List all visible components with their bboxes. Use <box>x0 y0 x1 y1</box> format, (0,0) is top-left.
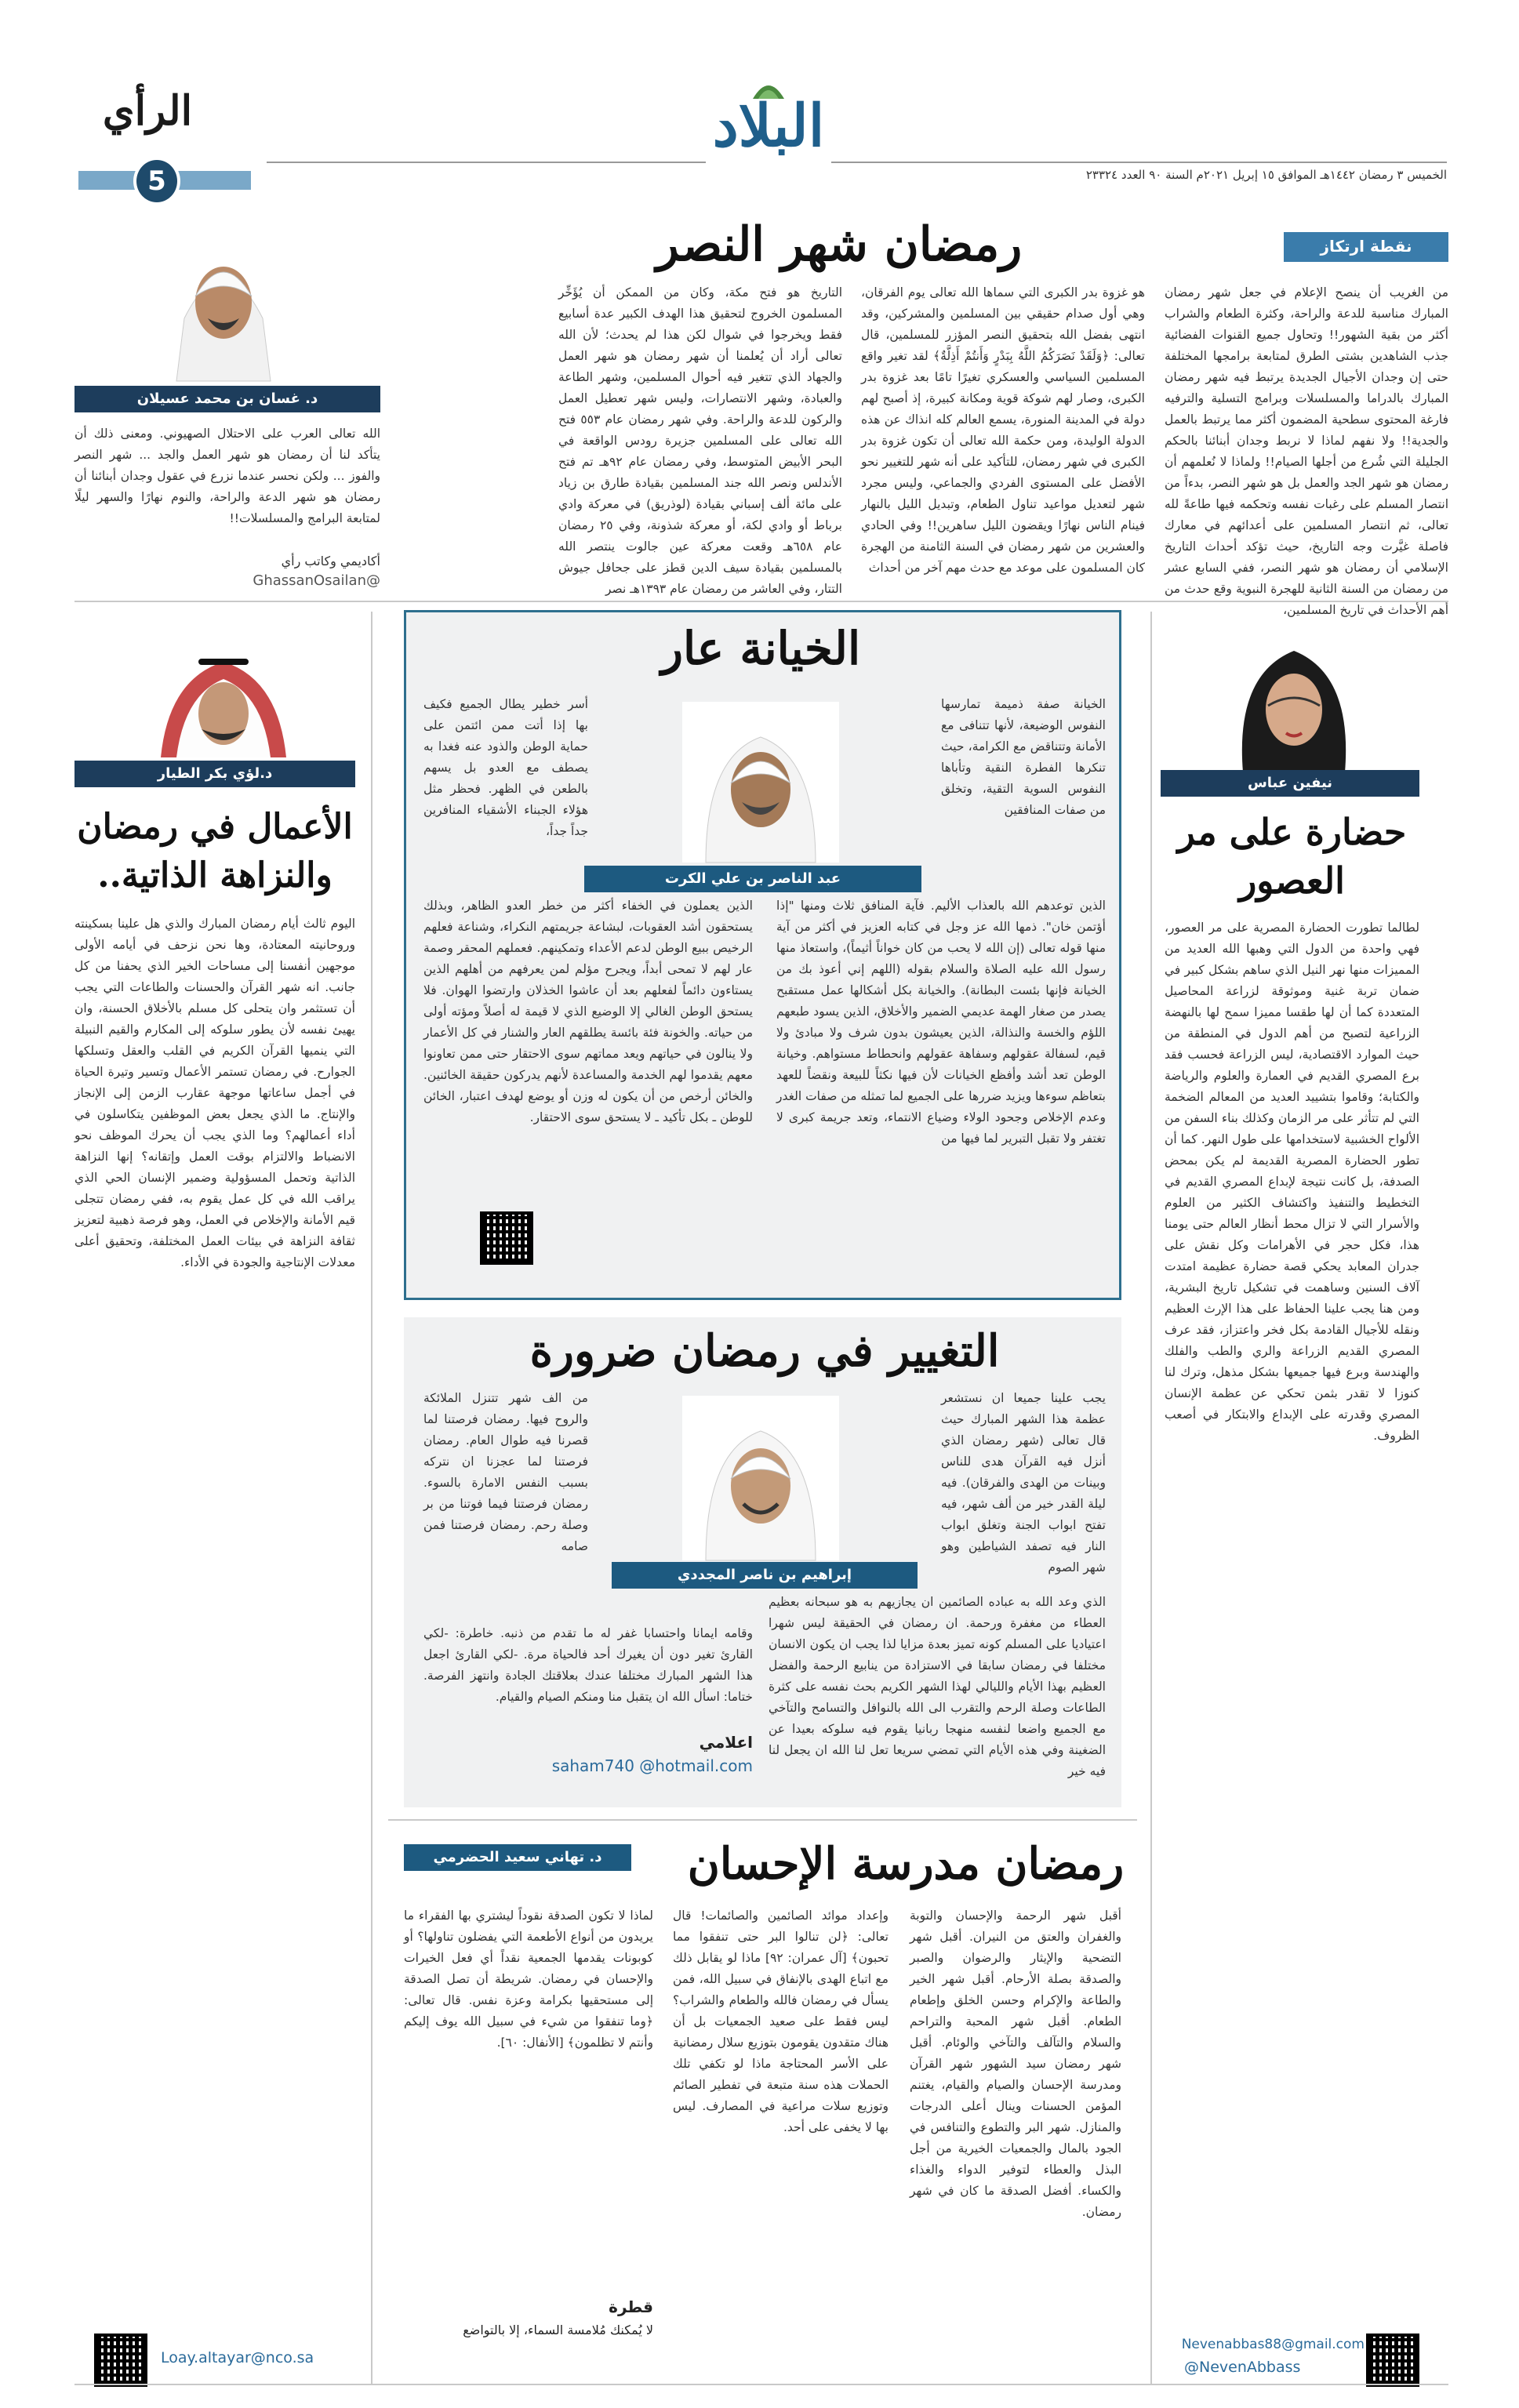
author-photo <box>682 1396 839 1560</box>
author-photo <box>153 224 294 381</box>
author-name: عبد الناصر بن علي الكرت <box>584 866 921 892</box>
article-title: التغيير في رمضان ضرورة <box>529 1325 1000 1377</box>
page-number-badge <box>133 157 180 205</box>
author-title: أكاديمي وكاتب رأي <box>281 554 380 568</box>
vertical-divider <box>1150 612 1152 2384</box>
article-column: التاريخ هو فتح مكة، وكان من الممكن أن يُؤَخِّر المسلمون الخروج لتحقيق هذا الهدف الكبير عدة أسابيع فقط ويخرجوا في شوال لكن هذا لم يحدث؛ لأن الله تعالى أراد أن يُعلمنا أن شهر رمضان هو شهر العمل والجهاد الذي تتغير فيه أحوال المسلمين، وشهر الطاعة والعبادة، وشهر الانتصارات، وليس شهر تعطيل العمل والركون للدعة والراحة. وفي شهر رمضان عام ٥٥٣ فتح الله تعالى على المسلمين جزيرة رودس الواقعة في البحر الأبيض المتوسط، وفي رمضان عام ٩٢هـ تم فتح الأندلس ونصر الله جند المسلمين بقيادة طارق بن زياد على مائة ألف إسباني بقيادة (لوذريق) في معركة وادي برباط أو وادي لكة، أو معركة شذونة، وفي ٢٥ رمضان عام ٦٥٨هـ وقعت معركة عين جالوت ينتصر الله بالمسلمين بقيادة سيف الدين قطز على جحافل جيوش التتار، وفي العاشر من رمضان عام ١٣٩٣هـ نصر <box>558 285 842 596</box>
article-title: الخيانة عار <box>660 622 861 675</box>
horizontal-divider <box>388 1819 1137 1821</box>
article-column: يجب علينا جميعا ان نستشعر عظمة هذا الشهر المبارك حيث قال تعالى (شهر رمضان الذي أنزل فيه القرآن هدى للناس وبينات من الهدى والفرقان). فيه ليلة القدر خير من ألف شهر، فيه تفتح ابواب الجنة وتغلق ابواب النار فيه تصفد الشياطين وهو شهر الصوم <box>941 1391 1106 1574</box>
author-email[interactable]: Nevenabbas88@gmail.com <box>1181 2337 1365 2352</box>
column-tag: نقطة ارتكاز <box>1284 232 1448 262</box>
author-name: د. غسان بن محمد عسيلان <box>74 386 380 412</box>
author-name: إبراهيم بن ناصر المجددي <box>612 1562 918 1589</box>
quote-text: لا يُمكنك مُلامسة السماء، إلا بالتواضع <box>463 2323 653 2337</box>
author-name: د.لؤي بكر الطيار <box>74 761 355 787</box>
author-name: نيفين عباس <box>1161 770 1419 797</box>
article-column: هو غزوة بدر الكبرى التي سماها الله تعالى يوم الفرقان، وهي أول صدام حقيقي بين المسلمين والمشركين، وقد انتهى بفضل الله بتحقيق النصر المؤزر للمسلمين، قال تعالى: ﴿وَلَقَدْ نَصَرَكُمُ اللَّهُ بِبَدْرٍ وَأَنتُمْ أَذِلَّةٌ﴾ لقد تغير واقع المسلمين السياسي والعسكري تغيرًا تامًا بعد غزوة بدر الكبرى، وصار لهم شوكة قوية ومكانة كبيرة، إذ أصبح لهم دولة في المدينة المنورة، يسمع العالم كله انذاك عن هذه الدولة الوليدة، ومن حكمة الله تعالى أن تكون غزوة بدر الكبرى في شهر رمضان، للتأكيد على أنه شهر للتغيير نحو الأفضل على المستوى الفردي والجماعي، وليس مجرد شهر لتعديل مواعيد تناول الطعام، وتبديل الليل بالنهار فينام الناس نهارًا ويقضون الليل ساهرين!! وفي الحادي والعشرين من شهر رمضان في السنة الثامنة من الهجرة كان المسلمون على موعد مع حدث مهم آخر من أحداث <box>861 285 1145 575</box>
bottom-rule <box>74 2384 1448 2385</box>
page-number: 5 <box>147 165 166 197</box>
masthead-rule-left <box>267 162 706 163</box>
article-column: أسر خطير يطال الجميع فكيف بها إذا أتت ممن ائتمن على حماية الوطن والذود عنه فغدا به يصطف مع العدو بل يسهم بالطعن في الظهر. فحظر مثل هؤلاء الجبناء الأشقياء المنافرين جداً جداً، <box>423 697 588 838</box>
article-title: رمضان مدرسة الإحسان <box>687 1838 1125 1890</box>
horizontal-divider <box>74 601 1448 602</box>
article-body: وقامه ايمانا واحتسابا غفر له ما تقدم من ذنبه. خاطرة: -لكي القارئ تغير دون أن يغيرك أحد فالحياة مرة. -لكي القارئ اجعل هذا الشهر المبارك مختلفا عندك بعلاقتك الجادة وانتهز الفرصة. ختاما: اسأل الله ان يتقبل منا ومنكم الصيام والقيام. <box>423 1626 753 1704</box>
article-body: الذين توعدهم الله بالعذاب الأليم. فآية المنافق ثلاث ومنها "إذا أؤتمن خان". ذمها الله عز وجل في كتابه العزيز في أكثر من آية منها قوله تعالى (إن الله لا يحب من كان خواناً أثيماً)، واستعاذ منها رسول الله عليه الصلاة والسلام بقوله (اللهم إني أعوذ بك من الخيانة فإنها بئست البطانة). والخيانة بكل أشكالها عمل مستقبح يصدر من صغار الهمة عديمي الضمير والأخلاق، الذين يسود طبعهم اللؤم والخسة والنذالة، الذين يعيشون بدون شرف ولا مبادئ ولا قيم، لسفالة عقولهم وسفاهة عقولهم وانحطاط مستواهم. وخيانة الوطن تعد أشد وأفظع الخيانات لأن فيها نكثاً للبيعة ونقضاً للعهد بتعاظم سوءها ويزيد ضررها على الجميع لما تمثله من صفات الغدر وعدم الإخلاص وجحود الولاء وضياع الانتماء، وتعد جريمة كبرى لا تغتفر ولا تقبل التبرير لما فيها من <box>776 899 1106 1146</box>
author-title: اعلامي <box>699 1733 753 1752</box>
article-column: من الغريب أن ينصح الإعلام في جعل شهر رمضان المبارك مناسبة للدعة والراحة، وكثرة الطعام والشراب أكثر من بقية الشهور!! وتحاول جميع القنوات الفضائية جذب الشاهدين بشتى الطرق لمتابعة برامجها المختلفة حتى إن وجدان الأجيال الجديدة يرتبط فيه شهر رمضان المبارك بالدراما والمسلسلات وبرامج التسلية والترفيه فارغة المحتوى سطحية المضمون أكثر مما يرتبط بالعمل والجدية!! ولا نفهم لماذا لا نربط وجدان أبنائنا بالحكم الجليلة التي شُرع من أجلها الصيام!! ولماذا لا نُعلمهم أن رمضان هو شهر الجد والعمل بل هو شهر النصر، بدءاً من انتصار المسلم على رغبات نفسه وتحكمه فيها طاعةً لله تعالى، ثم انتصار المسلمين على أعدائهم في معارك فاصلة غيَّرت وجه التاريخ، حيث تؤكد أحداث التاريخ الإسلامي أن رمضان هو شهر النصر، ففي السابع عشر من رمضان من السنة الثانية للهجرة النبوية وقع حدث من أهم الأحداث في تاريخ المسلمين، <box>1165 285 1448 617</box>
author-name: د. تهاني سعيد الحضرمي <box>404 1844 631 1871</box>
article-body: لطالما تطورت الحضارة المصرية على مر العصور، فهي واحدة من الدول التي وهبها الله العديد من المميزات منها نهر النيل الذي ساهم بشكل كبير في ضمان تربة غنية وموثوقة لزراعة المحاصيل المتعددة كما أن لها طقسا مميزا سمح لها بالنهضة الزراعية لتصبح من أهم الدول في المنطقة من حيث الموارد الاقتصادية، ليس الزراعة فحسب فقد برع المصري القديم في العمارة والعلوم والرياضة والكتابة؛ وقاموا بتشييد العديد من المعالم الضخمة التي لم تتأثر على مر الزمان وكذلك بناء السفن من الألواح الخشبية لاستخدامها على طول النهر. كما أن تطور الحضارة المصرية القديمة لم يكن بمحض الصدفة، بل كانت نتيجة لإبداع المصري القديم في التخطيط والتنفيذ واكتشاف الكثير من العلوم والأسرار التي لا تزال محط أنظار العالم حتى يومنا هذا، فكل حجر في الأهرامات وكل نقش على جدران المعابد يحكي قصة حضارة عظيمة امتدت آلاف السنين وساهمت في تشكيل تاريخ البشرية، ومن هنا يجب علينا الحفاظ على هذا الإرث العظيم ونقله للأجيال القادمة بكل فخر واعتزاز، فقد عرف المصري القديم الزراعة والري والطب والفلك والهندسة وبرع فيها جميعها بشكل مذهل، وترك لنا كنوزا لا تقدر بثمن تحكي عن عظمة الإنسان المصري وقدرته على الإبداع والابتكار في أصعب الظروف. <box>1165 921 1419 1443</box>
author-photo <box>682 702 839 863</box>
article-column: الخيانة صفة ذميمة تمارسها النفوس الوضيعة، لأنها تتنافى مع الأمانة وتتناقض مع الكرامة، حيث تنكرها الفطرة النقية وتأباها النفوس السوية التقية، وتخلق من صفات المنافقين <box>941 697 1106 817</box>
author-handle: @GhassanOsailan <box>253 572 380 589</box>
qr-code <box>480 1211 533 1265</box>
article-title: حضارة على مر العصور <box>1177 811 1407 902</box>
article-column: الله تعالى العرب على الاحتلال الصهيوني. ومعنى ذلك أن يتأكد لنا أن رمضان هو شهر العمل والجد ... شهر النصر والفوز ... ولكن نحسر عندما نزرع في عقول وجدان أبنائنا أن رمضان هو شهر الدعة والراحة، والنوم نهارًا والسهر ليلًا لمتابعة البرامج والمسلسلات!! <box>74 427 380 525</box>
article-body: الذي وعد الله به عباده الصائمين ان يجازيهم به هو سبحانه بعظيم العطاء من مغفرة ورحمة. ان رمضان في الحقيقة ليس شهرا اعتياديا على المسلم كونه تميز بعدة مزايا لذا يجب ان يكون الانسان مختلفا في رمضان سابقا في الاستزادة من ينابيع الرحمة والفضل العظيم بهذا الأيام والليالي لهذا الشهر الكريم بحث نفسه على كثرة الطاعات وصلة الرحم والتقرب الى الله بالنوافل والتسامح والتآخي مع الجميع واضعا لنفسه منهجا ربانيا يقوم فيه سلوكه بعيدا عن الضغينة وفي هذه الأيام التي تمضي سريعا تعل لنا الله ان يجعل لنا فيه خير <box>769 1595 1106 1778</box>
article-title: رمضان شهر النصر <box>656 217 1023 272</box>
article-column: لماذا لا تكون الصدقة نقوداً ليشتري بها الفقراء ما يريدون من أنواع الأطعمة التي يفضلون تناولها؟ أو كوبونات يقدمها الجمعية نقداً أي فعل الخيرات والإحسان في رمضان. شريطة أن تصل الصدقة إلى مستحقيها بكرامة وعزة نفس. قال تعالى: ﴿وما تنفقوا من شيء في سبيل الله يوف إليكم وأنتم لا تظلمون﴾ [الأنفال: ٦٠]. <box>404 1909 653 2050</box>
article-body: اليوم ثالث أيام رمضان المبارك والذي هل علينا بسكينته وروحانيته المعتادة، وها نحن نزحف في أيامه الأولى موجهين أنفسنا إلى مساحات الخير الذي يحفنا من كل جانب. انه شهر القرآن والحسنات والطاعات التي يجب أن تستثمر وان يتحلى كل مسلم بالأخلاق الحسنة، وان يهيئ نفسه لأن يطور سلوكه إلى المكارم والقيم النبيلة التي ينميها القرآن الكريم في القلب والعقل وتسلكها الجوارح. في رمضان تستمر الأعمال وتسير وتيرة الحياة في أجمل ساعاتها موجهة عقارب الزمن إلى الإنجاز والإنتاج. ما الذي يجعل بعض الموظفين يتكاسلون في أداء أعمالهم؟ وما الذي يجب أن يحرك الموظف نحو الانضباط والالتزام بوقت العمل وإتقانه؟ إنها النزاهة الذاتية وتحمل المسؤولية وضمير الإنسان الحي الذي يراقب الله في كل عمل يقوم به، ففي رمضان تتجلى قيم الأمانة والإخلاص في العمل، وهو فرصة ذهبية لتعزيز ثقافة النزاهة في بيئات العمل المختلفة، وتحقيق أعلى معدلات الإنتاجية والجودة في الأداء. <box>74 917 355 1269</box>
article-column: أقبل شهر الرحمة والإحسان والتوبة والغفران والعتق من النيران. أقبل شهر التضحية والإيثار والرضوان والصبر والصدقة بصلة الأرحام. أقبل شهر الخير والطاعة والإكرام وحسن الخلق وإطعام الطعام. أقبل شهر المحبة والتراحم والسلام والتآلف والتآخي والوئام. أقبل شهر رمضان سيد الشهور شهر القرآن ومدرسة الإحسان والصيام والقيام، يغتنم المؤمن الحسنات وينال أعلى الدرجات والمنازل. شهر البر والتطوع والتنافس في الجود بالمال والجمعيات الخيرية من أجل البذل والعطاء لتوفير الدواء والغذاء والكساء. أفضل الصدقة ما كان في شهر رمضان. <box>910 1909 1121 2219</box>
author-photo <box>145 648 302 757</box>
logo <box>706 75 831 162</box>
logo-text: البلاد <box>712 93 825 160</box>
author-photo <box>1219 627 1368 772</box>
vertical-divider <box>371 612 372 2384</box>
masthead-rule-right <box>831 162 1447 163</box>
masthead <box>0 0 1519 205</box>
section-title: الرأي <box>102 87 193 135</box>
article-column: من الف شهر تتنزل الملائكة والروح فيها. رمضان فرصتنا لما قصرنا فيه طوال العام. رمضان فرصتنا لما عجزنا ان نتركه بسبب النفس الامارة بالسوء. رمضان فرصتنا فيما فوتنا من بر وصلة رحم. رمضان فرصتنا فمن صامه <box>423 1391 588 1553</box>
dateline: الخميس ٣ رمضان ١٤٤٢هـ الموافق ١٥ إبريل ٢٠٢١م السنة ٩٠ العدد ٢٣٣٢٤ <box>1085 168 1447 182</box>
qr-code <box>94 2334 147 2387</box>
qr-code <box>1366 2334 1419 2387</box>
article-column: وإعداد موائد الصائمين والصائمات! قال تعالى: ﴿لن تنالوا البر حتى تنفقوا مما تحبون﴾ [آل عمران: ٩٢] ماذا لو يقابل ذلك مع اتباع الهدى بالإنفاق في سبيل الله، فمن يسأل في رمضان فالله والطعام والشراب؟ ليس فقط على صعيد الجمعيات بل أن هناك متقدون يقومون بتوزيع سلال رمضانية على الأسر المحتاجة ماذا لو تكفي تلك الحملات هذه سنة متبعة في تفطير الصائم وتوزيع سلات مراعية في المصارف. ليس بها لا يخفى على أحد. <box>673 1909 889 2134</box>
author-email[interactable]: saham740 @hotmail.com <box>551 1756 753 1775</box>
author-email[interactable]: Loay.altayar@nco.sa <box>161 2349 314 2366</box>
quote-label: قطرة <box>609 2297 653 2316</box>
article-body: الذين يعملون في الخفاء أكثر من خطر العدو الظاهر، وبذلك يستحقون أشد العقوبات، لبشاعة جريمتهم النكراء، وشناعة فعلهم الرخيص ببيع الوطن لدعم الأعداء وتمكينهم. فعملهم المحقر وصمة عار لهم لا تمحى أبداً، ويجرح مؤلم لمن يعرفهم من أهلهم الذين يستاءون دائماً لفعلهم بعد أن عاشوا الخذلان وارتضوا الهوان. فلا يستحق الوطن الغالي إلا الوضيع الذي لا قيمة له أصلاً ومؤته أولى من حياته. والخونة فئة بائسة يطلقهم العار والشنار في كل الأعمار ولا ينالون في حياتهم ويعد مماتهم سوى الاحتقار حتى ممن تعاونوا معهم يقدموا لهم الخدمة والمساعدة لأنهم يدركون حقيقة الخائنين. والخائن أرخص من أن يكون له وزن أو يوضع لهدف اعتبار، الخائن للوطن ـ بكل تأكيد ـ لا يستحق سوى الاحتقار. <box>423 899 753 1124</box>
author-handle[interactable]: NevenAbbass@ <box>1184 2359 1301 2376</box>
article-title: الأعمال في رمضان والنزاهة الذاتية.. <box>77 807 353 895</box>
